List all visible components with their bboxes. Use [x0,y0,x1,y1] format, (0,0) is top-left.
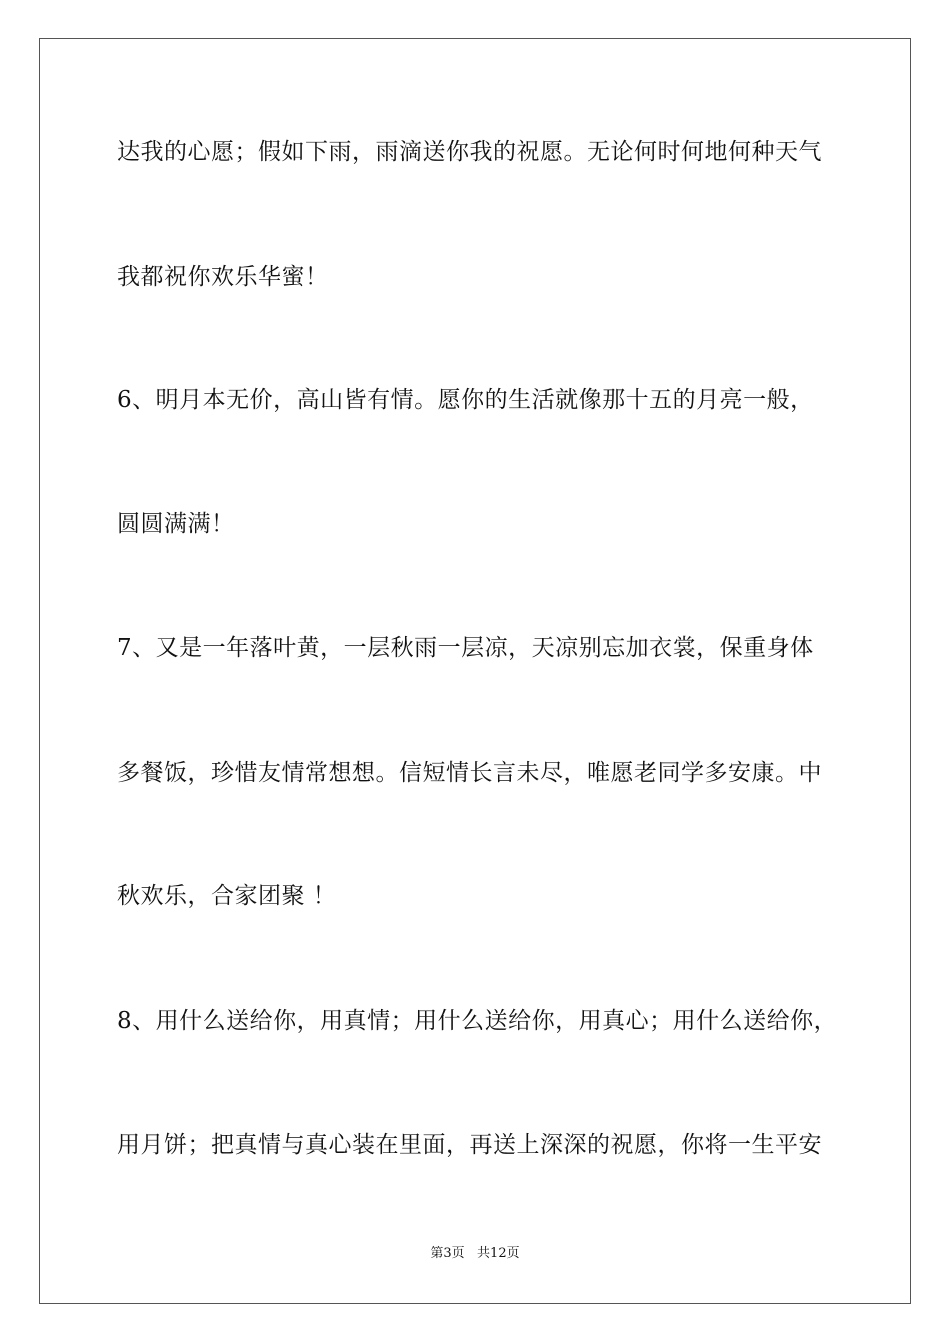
text-line-9: 用月饼；把真情与真心装在里面，再送上深深的祝愿，你将一生平安 [117,1132,822,1158]
text-line-2: 我都祝你欢乐华蜜！ [117,264,329,290]
text-line-4: 圆圆满满！ [117,511,235,537]
text-line-7: 秋欢乐，合家团聚 ！ [117,883,337,909]
text-line-6: 多餐饭，珍惜友情常想想。信短情长言未尽，唯愿老同学多安康。中 [117,760,822,786]
page-border [39,38,911,1304]
text-line-8: 8、用什么送给你，用真情；用什么送给你，用真心；用什么送给你， [117,1008,838,1034]
text-line-3: 6、明月本无价，高山皆有情。愿你的生活就像那十五的月亮一般， [117,387,814,413]
page-indicator: 第3页 共12页 [430,1246,520,1261]
text-line-5: 7、又是一年落叶黄，一层秋雨一层凉，天凉别忘加衣裳，保重身体 [117,635,814,661]
text-line-1: 达我的心愿；假如下雨，雨滴送你我的祝愿。无论何时何地何种天气 [117,139,822,165]
